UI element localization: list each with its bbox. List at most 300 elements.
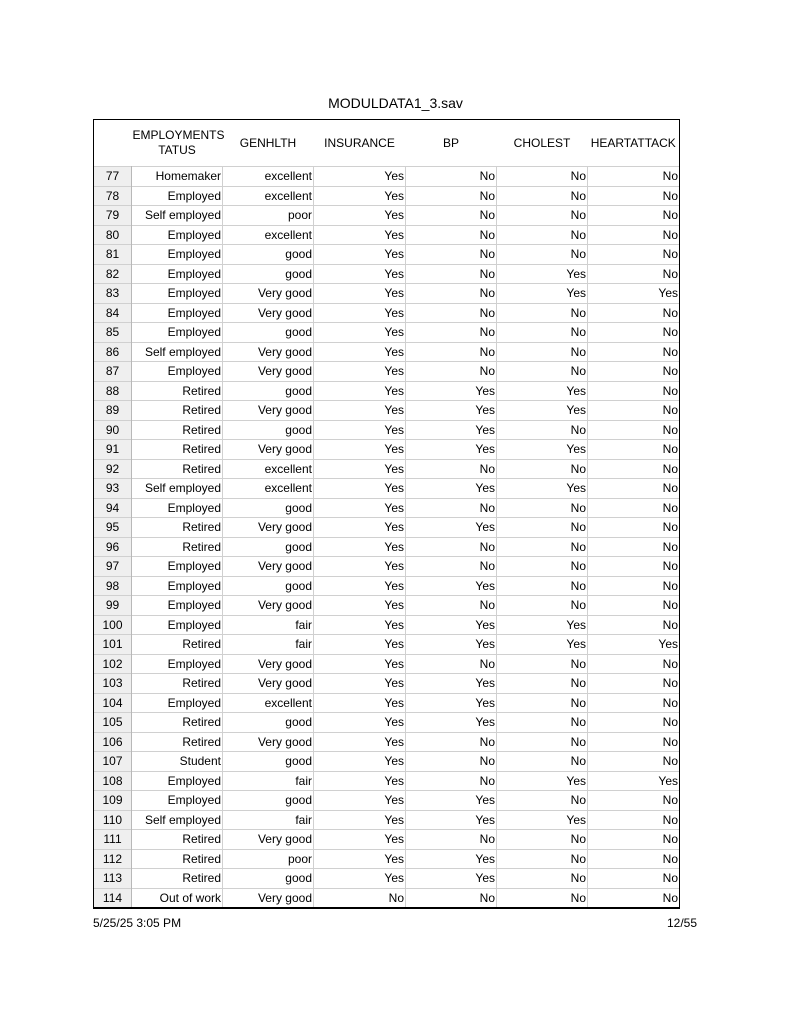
employmentstatus-cell: Retired	[132, 830, 223, 850]
insurance-cell: Yes	[314, 323, 406, 343]
row-number: 101	[94, 635, 132, 655]
bp-cell: Yes	[406, 576, 497, 596]
cholest-cell: No	[497, 518, 588, 538]
insurance-cell: Yes	[314, 245, 406, 265]
employmentstatus-cell: Retired	[132, 518, 223, 538]
employmentstatus-cell: Retired	[132, 459, 223, 479]
table-row	[94, 849, 680, 869]
employmentstatus-cell: Employed	[132, 225, 223, 245]
heartattack-cell: Yes	[588, 635, 680, 655]
genhlth-cell: excellent	[223, 167, 314, 187]
heartattack-cell: No	[588, 752, 680, 772]
row-number: 107	[94, 752, 132, 772]
heartattack-cell: No	[588, 440, 680, 460]
cholest-cell: Yes	[497, 771, 588, 791]
cholest-cell: Yes	[497, 264, 588, 284]
bp-cell: No	[406, 167, 497, 187]
heartattack-cell: No	[588, 615, 680, 635]
table-row	[94, 167, 680, 187]
cholest-cell: No	[497, 537, 588, 557]
bp-cell: No	[406, 323, 497, 343]
heartattack-cell: No	[588, 167, 680, 187]
column-header-employmentstatus: EMPLOYMENTS TATUS	[132, 120, 223, 167]
insurance-cell: Yes	[314, 615, 406, 635]
row-number: 112	[94, 849, 132, 869]
row-number: 88	[94, 381, 132, 401]
table-row	[94, 537, 680, 557]
insurance-cell: Yes	[314, 791, 406, 811]
employmentstatus-cell: Employed	[132, 303, 223, 323]
insurance-cell: Yes	[314, 518, 406, 538]
cholest-cell: No	[497, 245, 588, 265]
bp-cell: No	[406, 771, 497, 791]
bp-cell: No	[406, 752, 497, 772]
heartattack-cell: No	[588, 537, 680, 557]
bp-cell: No	[406, 830, 497, 850]
genhlth-cell: poor	[223, 849, 314, 869]
row-number: 109	[94, 791, 132, 811]
employmentstatus-cell: Employed	[132, 576, 223, 596]
insurance-cell: Yes	[314, 576, 406, 596]
heartattack-cell: No	[588, 576, 680, 596]
heartattack-cell: No	[588, 713, 680, 733]
row-number: 95	[94, 518, 132, 538]
employmentstatus-cell: Employed	[132, 771, 223, 791]
cholest-cell: No	[497, 186, 588, 206]
insurance-cell: Yes	[314, 869, 406, 889]
bp-cell: Yes	[406, 479, 497, 499]
insurance-cell: Yes	[314, 557, 406, 577]
heartattack-cell: No	[588, 498, 680, 518]
genhlth-cell: Very good	[223, 830, 314, 850]
bp-cell: No	[406, 303, 497, 323]
table-row	[94, 479, 680, 499]
bp-cell: No	[406, 342, 497, 362]
employmentstatus-cell: Retired	[132, 381, 223, 401]
genhlth-cell: Very good	[223, 401, 314, 421]
bp-cell: Yes	[406, 381, 497, 401]
table-row	[94, 791, 680, 811]
cholest-cell: No	[497, 167, 588, 187]
table-row	[94, 264, 680, 284]
genhlth-cell: good	[223, 420, 314, 440]
bp-cell: No	[406, 596, 497, 616]
row-number: 87	[94, 362, 132, 382]
genhlth-cell: fair	[223, 810, 314, 830]
bp-cell: No	[406, 264, 497, 284]
bp-cell: Yes	[406, 674, 497, 694]
cholest-cell: No	[497, 303, 588, 323]
table-row	[94, 674, 680, 694]
genhlth-cell: fair	[223, 771, 314, 791]
employmentstatus-cell: Self employed	[132, 479, 223, 499]
genhlth-cell: poor	[223, 206, 314, 226]
employmentstatus-cell: Employed	[132, 791, 223, 811]
employmentstatus-cell: Employed	[132, 362, 223, 382]
insurance-cell: Yes	[314, 440, 406, 460]
table-row	[94, 869, 680, 889]
row-number: 111	[94, 830, 132, 850]
table-row	[94, 615, 680, 635]
column-header-cholest: CHOLEST	[497, 120, 588, 167]
genhlth-cell: excellent	[223, 693, 314, 713]
heartattack-cell: No	[588, 674, 680, 694]
heartattack-cell: No	[588, 225, 680, 245]
row-number: 96	[94, 537, 132, 557]
row-number: 100	[94, 615, 132, 635]
row-number: 90	[94, 420, 132, 440]
heartattack-cell: No	[588, 849, 680, 869]
genhlth-cell: excellent	[223, 479, 314, 499]
employmentstatus-cell: Retired	[132, 713, 223, 733]
row-number: 86	[94, 342, 132, 362]
heartattack-cell: No	[588, 206, 680, 226]
genhlth-cell: Very good	[223, 674, 314, 694]
cholest-cell: No	[497, 576, 588, 596]
genhlth-cell: fair	[223, 615, 314, 635]
employmentstatus-cell: Employed	[132, 264, 223, 284]
table-row	[94, 498, 680, 518]
employmentstatus-cell: Employed	[132, 654, 223, 674]
row-number: 98	[94, 576, 132, 596]
row-number: 106	[94, 732, 132, 752]
employmentstatus-cell: Retired	[132, 869, 223, 889]
table-row	[94, 342, 680, 362]
row-number: 114	[94, 888, 132, 908]
employmentstatus-cell: Retired	[132, 420, 223, 440]
row-number: 77	[94, 167, 132, 187]
row-number: 91	[94, 440, 132, 460]
bp-cell: Yes	[406, 615, 497, 635]
bp-cell: No	[406, 245, 497, 265]
insurance-cell: Yes	[314, 771, 406, 791]
insurance-cell: Yes	[314, 401, 406, 421]
insurance-cell: Yes	[314, 186, 406, 206]
employmentstatus-cell: Self employed	[132, 342, 223, 362]
bp-cell: No	[406, 654, 497, 674]
insurance-cell: Yes	[314, 537, 406, 557]
employmentstatus-cell: Retired	[132, 732, 223, 752]
cholest-cell: No	[497, 342, 588, 362]
insurance-cell: Yes	[314, 284, 406, 304]
genhlth-cell: Very good	[223, 440, 314, 460]
insurance-cell: Yes	[314, 713, 406, 733]
cholest-cell: No	[497, 732, 588, 752]
heartattack-cell: No	[588, 810, 680, 830]
cholest-cell: No	[497, 888, 588, 908]
cholest-cell: No	[497, 206, 588, 226]
cholest-cell: No	[497, 849, 588, 869]
data-table	[93, 119, 680, 909]
heartattack-cell: No	[588, 791, 680, 811]
insurance-cell: Yes	[314, 362, 406, 382]
employmentstatus-cell: Retired	[132, 674, 223, 694]
heartattack-cell: No	[588, 459, 680, 479]
insurance-cell: Yes	[314, 654, 406, 674]
employmentstatus-cell: Employed	[132, 323, 223, 343]
insurance-cell: Yes	[314, 849, 406, 869]
genhlth-cell: excellent	[223, 225, 314, 245]
row-number: 102	[94, 654, 132, 674]
insurance-cell: Yes	[314, 206, 406, 226]
heartattack-cell: No	[588, 693, 680, 713]
heartattack-cell: No	[588, 401, 680, 421]
genhlth-cell: good	[223, 537, 314, 557]
bp-cell: No	[406, 459, 497, 479]
table-row	[94, 186, 680, 206]
insurance-cell: Yes	[314, 596, 406, 616]
insurance-cell: Yes	[314, 167, 406, 187]
row-number: 92	[94, 459, 132, 479]
bp-cell: Yes	[406, 869, 497, 889]
table-row	[94, 576, 680, 596]
employmentstatus-cell: Employed	[132, 245, 223, 265]
table-row	[94, 810, 680, 830]
cholest-cell: No	[497, 596, 588, 616]
genhlth-cell: fair	[223, 635, 314, 655]
cholest-cell: No	[497, 869, 588, 889]
bp-cell: No	[406, 537, 497, 557]
insurance-cell: Yes	[314, 693, 406, 713]
row-number: 97	[94, 557, 132, 577]
cholest-cell: Yes	[497, 635, 588, 655]
bp-cell: No	[406, 732, 497, 752]
insurance-cell: Yes	[314, 674, 406, 694]
print-timestamp: 5/25/25 3:05 PM	[93, 916, 182, 930]
employmentstatus-cell: Retired	[132, 537, 223, 557]
row-number: 82	[94, 264, 132, 284]
bp-cell: Yes	[406, 713, 497, 733]
cholest-cell: No	[497, 752, 588, 772]
bp-cell: Yes	[406, 440, 497, 460]
cholest-cell: No	[497, 693, 588, 713]
row-number: 113	[94, 869, 132, 889]
insurance-cell: Yes	[314, 752, 406, 772]
insurance-cell: No	[314, 888, 406, 908]
table-header-row	[94, 120, 680, 167]
genhlth-cell: Very good	[223, 342, 314, 362]
genhlth-cell: good	[223, 498, 314, 518]
row-number: 108	[94, 771, 132, 791]
heartattack-cell: No	[588, 362, 680, 382]
bp-cell: No	[406, 206, 497, 226]
employmentstatus-cell: Employed	[132, 284, 223, 304]
heartattack-cell: No	[588, 888, 680, 908]
genhlth-cell: Very good	[223, 596, 314, 616]
row-number: 104	[94, 693, 132, 713]
insurance-cell: Yes	[314, 225, 406, 245]
cholest-cell: Yes	[497, 381, 588, 401]
table-row	[94, 693, 680, 713]
table-row	[94, 557, 680, 577]
employmentstatus-cell: Self employed	[132, 810, 223, 830]
row-number: 103	[94, 674, 132, 694]
bp-cell: Yes	[406, 693, 497, 713]
employmentstatus-cell: Employed	[132, 186, 223, 206]
bp-cell: Yes	[406, 849, 497, 869]
table-row	[94, 420, 680, 440]
employmentstatus-cell: Employed	[132, 498, 223, 518]
table-body	[94, 167, 680, 909]
heartattack-cell: No	[588, 479, 680, 499]
employmentstatus-cell: Retired	[132, 440, 223, 460]
heartattack-cell: No	[588, 869, 680, 889]
row-number: 84	[94, 303, 132, 323]
table-row	[94, 362, 680, 382]
heartattack-cell: No	[588, 596, 680, 616]
genhlth-cell: Very good	[223, 888, 314, 908]
cholest-cell: No	[497, 713, 588, 733]
insurance-cell: Yes	[314, 459, 406, 479]
row-number: 81	[94, 245, 132, 265]
genhlth-cell: excellent	[223, 459, 314, 479]
table-row	[94, 225, 680, 245]
cholest-cell: No	[497, 791, 588, 811]
insurance-cell: Yes	[314, 732, 406, 752]
table-row	[94, 732, 680, 752]
row-number: 94	[94, 498, 132, 518]
employmentstatus-cell: Out of work	[132, 888, 223, 908]
table-row	[94, 830, 680, 850]
genhlth-cell: good	[223, 264, 314, 284]
cholest-cell: No	[497, 498, 588, 518]
bp-cell: Yes	[406, 401, 497, 421]
heartattack-cell: No	[588, 245, 680, 265]
insurance-cell: Yes	[314, 498, 406, 518]
employmentstatus-cell: Employed	[132, 557, 223, 577]
bp-cell: No	[406, 498, 497, 518]
table-row	[94, 752, 680, 772]
insurance-cell: Yes	[314, 635, 406, 655]
employmentstatus-cell: Employed	[132, 596, 223, 616]
employmentstatus-cell: Self employed	[132, 206, 223, 226]
insurance-cell: Yes	[314, 303, 406, 323]
cholest-cell: Yes	[497, 440, 588, 460]
employmentstatus-cell: Retired	[132, 635, 223, 655]
heartattack-cell: No	[588, 381, 680, 401]
document-title: MODULDATA1_3.sav	[328, 95, 463, 111]
bp-cell: No	[406, 888, 497, 908]
heartattack-cell: No	[588, 186, 680, 206]
genhlth-cell: good	[223, 752, 314, 772]
cholest-cell: Yes	[497, 401, 588, 421]
genhlth-cell: good	[223, 381, 314, 401]
column-header-heartattack: HEARTATTACK	[588, 120, 680, 167]
genhlth-cell: good	[223, 713, 314, 733]
employmentstatus-cell: Retired	[132, 849, 223, 869]
cholest-cell: No	[497, 362, 588, 382]
heartattack-cell: No	[588, 303, 680, 323]
cholest-cell: Yes	[497, 810, 588, 830]
table-row	[94, 401, 680, 421]
cholest-cell: Yes	[497, 615, 588, 635]
insurance-cell: Yes	[314, 264, 406, 284]
heartattack-cell: Yes	[588, 771, 680, 791]
cholest-cell: No	[497, 674, 588, 694]
bp-cell: No	[406, 284, 497, 304]
row-number: 105	[94, 713, 132, 733]
row-number-header	[94, 120, 132, 167]
bp-cell: No	[406, 186, 497, 206]
table-row	[94, 303, 680, 323]
heartattack-cell: No	[588, 557, 680, 577]
cholest-cell: No	[497, 557, 588, 577]
insurance-cell: Yes	[314, 810, 406, 830]
genhlth-cell: excellent	[223, 186, 314, 206]
table-row	[94, 713, 680, 733]
cholest-cell: Yes	[497, 284, 588, 304]
heartattack-cell: Yes	[588, 284, 680, 304]
row-number: 85	[94, 323, 132, 343]
cholest-cell: No	[497, 830, 588, 850]
table-row	[94, 596, 680, 616]
cholest-cell: No	[497, 323, 588, 343]
bp-cell: Yes	[406, 791, 497, 811]
row-number: 83	[94, 284, 132, 304]
genhlth-cell: good	[223, 869, 314, 889]
employmentstatus-cell: Student	[132, 752, 223, 772]
employmentstatus-cell: Retired	[132, 401, 223, 421]
page-number: 12/55	[666, 916, 697, 930]
row-number: 93	[94, 479, 132, 499]
row-number: 110	[94, 810, 132, 830]
bp-cell: No	[406, 225, 497, 245]
employmentstatus-cell: Employed	[132, 693, 223, 713]
table-row	[94, 245, 680, 265]
bp-cell: Yes	[406, 810, 497, 830]
genhlth-cell: Very good	[223, 557, 314, 577]
column-header-genhlth: GENHLTH	[223, 120, 314, 167]
bp-cell: Yes	[406, 635, 497, 655]
heartattack-cell: No	[588, 518, 680, 538]
bp-cell: Yes	[406, 420, 497, 440]
heartattack-cell: No	[588, 830, 680, 850]
table-row	[94, 654, 680, 674]
row-number: 89	[94, 401, 132, 421]
row-number: 78	[94, 186, 132, 206]
heartattack-cell: No	[588, 323, 680, 343]
genhlth-cell: Very good	[223, 654, 314, 674]
column-header-insurance: INSURANCE	[314, 120, 406, 167]
row-number: 79	[94, 206, 132, 226]
bp-cell: Yes	[406, 518, 497, 538]
genhlth-cell: Very good	[223, 518, 314, 538]
heartattack-cell: No	[588, 654, 680, 674]
insurance-cell: Yes	[314, 381, 406, 401]
bp-cell: No	[406, 557, 497, 577]
heartattack-cell: No	[588, 342, 680, 362]
insurance-cell: Yes	[314, 420, 406, 440]
genhlth-cell: Very good	[223, 362, 314, 382]
genhlth-cell: Very good	[223, 732, 314, 752]
table-row	[94, 888, 680, 908]
cholest-cell: No	[497, 459, 588, 479]
table-row	[94, 771, 680, 791]
cholest-cell: Yes	[497, 479, 588, 499]
cholest-cell: No	[497, 420, 588, 440]
insurance-cell: Yes	[314, 342, 406, 362]
employmentstatus-cell: Employed	[132, 615, 223, 635]
insurance-cell: Yes	[314, 830, 406, 850]
row-number: 80	[94, 225, 132, 245]
table-row	[94, 323, 680, 343]
table-row	[94, 381, 680, 401]
table-row	[94, 518, 680, 538]
heartattack-cell: No	[588, 732, 680, 752]
genhlth-cell: Very good	[223, 284, 314, 304]
table-row	[94, 459, 680, 479]
genhlth-cell: good	[223, 791, 314, 811]
